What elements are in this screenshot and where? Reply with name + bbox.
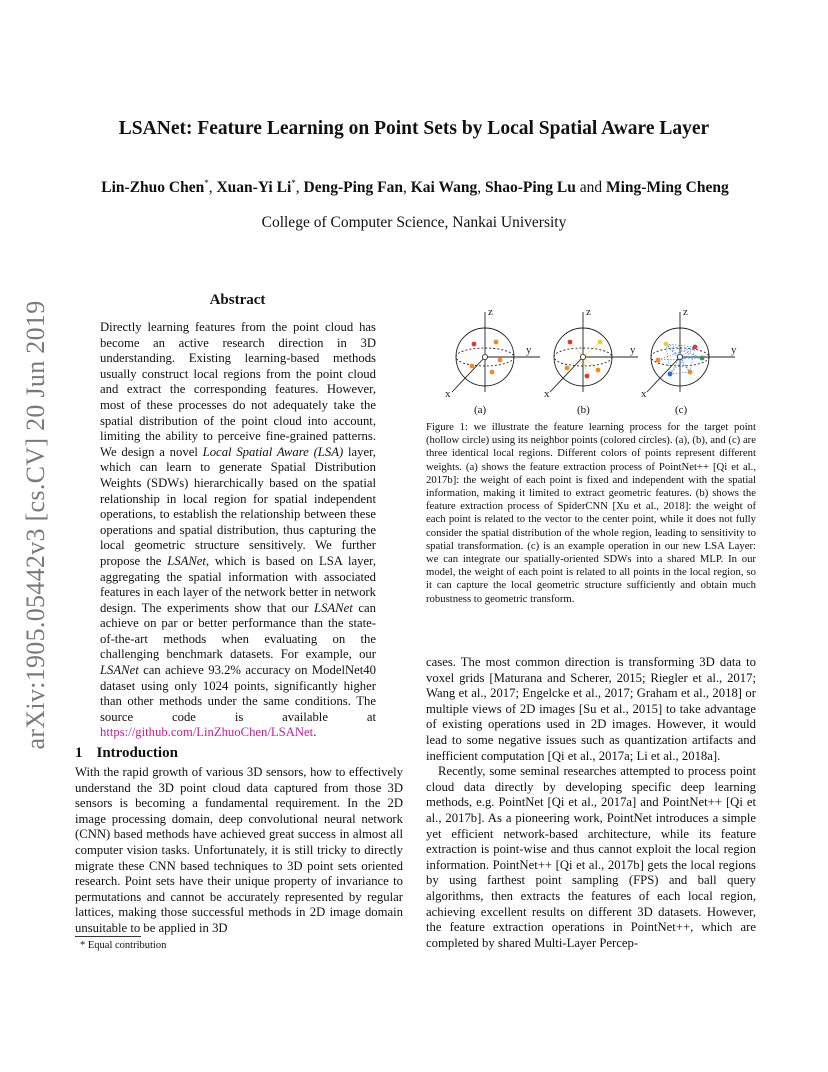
target-point [677, 354, 682, 359]
author-name: Xuan-Yi Li [216, 179, 292, 197]
footnote: * Equal contribution [80, 940, 167, 951]
axis-label-x: x [544, 388, 550, 400]
figure-label-a: (a) [474, 404, 487, 416]
figure-label-c: (c) [675, 404, 688, 416]
paragraph: Recently, some seminal researches attempted to process point cloud data directly by developing specific deep learning methods, e.g. PointNet [Qi et al., 2017a] and PointNet++ [Qi et al., 2017b]. As a pioneering work, PointNet introduces a simple yet efficient network-based architecture, while its feature extraction is point-wise and thus cannot exploit the local region information. PointNet++ [Qi et al., 2017b] gets the local regions by using farthest point sampling (FPS) and ball query algorithms, then extracts the features of each local region, achieving excellent results on different 3D datasets. However, the feature extraction operations in PointNet++, which are completed by shared Multi-Layer Percep- [426, 764, 756, 950]
points-b [565, 340, 603, 379]
author-name: Kai Wang [410, 179, 478, 197]
author-name: Deng-Ping Fan [303, 179, 403, 197]
target-point [580, 354, 585, 359]
figure-caption: Figure 1: we illustrate the feature learning process for the target point (hollow circle) using its neighbor points (colored circles). (a), (b), and (c) are three identical local regions. Different colors of points represent different weights. (a) shows the feature extraction process of PointNet++ [Qi et al., 2017b]: the weight of each point is fixed and independent with the spatial information, making it limited to extract geometric features. (b) shows the feature extraction process of SpiderCNN [Xu et al., 2018]: the weight of each point is related to the vector to the center point, while it does not fully consider the spatial distribution of the whole region, leading to sensitivity to spatial transformation. (c) is an example operation in our new LSA Layer: we can integrate our spatially-oriented SDWs into a shared MLP. In our model, the weight of each point is related to all points in the local region, so it can capture the local geometric structure sufficiently and obtain much robustness to geometric transform. [426, 421, 756, 605]
panel-b [550, 312, 638, 392]
axis-label-z: z [586, 306, 591, 318]
abstract-body [100, 320, 376, 741]
axis-label-z: z [683, 306, 688, 318]
author-name: Ming-Ming Cheng [606, 179, 729, 197]
section-title: Introduction [96, 745, 178, 761]
arxiv-sidebar [18, 290, 54, 760]
author-conjunction: and [579, 179, 603, 197]
abstract-emphasis: LSANet [314, 600, 353, 615]
intro-right-column [426, 655, 756, 951]
axis-label-y: y [526, 344, 532, 356]
footnote-rule [75, 936, 141, 937]
axis-label-x: x [641, 388, 647, 400]
abstract-text: Directly learning features from the point cloud has become an active research direction in 3D understanding. Existing learning-based methods usually construct local regions from the point cloud and extract the corresponding features. However, most of these processes do not adequately take the spatial distribution of the point cloud into account, limiting the ability to perceive fine-grained patterns. We design a novel [100, 320, 376, 459]
source-code-link[interactable]: https://github.com/LinZhuoChen/LSANet [100, 725, 314, 740]
figure-1 [440, 302, 760, 420]
author-name: Shao-Ping Lu [484, 179, 576, 197]
section-heading [75, 745, 178, 762]
panel-c [647, 312, 735, 392]
affiliation: College of Computer Science, Nankai University [261, 214, 567, 231]
axis-label-y: y [630, 344, 636, 356]
abstract-emphasis: Local Spatial Aware (LSA) [202, 444, 344, 459]
abstract-emphasis: LSANet [167, 553, 206, 568]
abstract-text: . [313, 725, 317, 740]
abstract-emphasis: LSANet [100, 663, 139, 678]
abstract-text: layer, which can learn to generate Spatial Distribution Weights (SDWs) hierarchically based on the spatial relationship in local region for spatial independent operations, to establish the relationship between these operations and spatial distribution, thus capturing the local geometric structure sensitively. We further propose the [100, 444, 376, 568]
section-number: 1 [75, 745, 83, 761]
x-axis [647, 357, 680, 392]
author-name: Lin-Zhuo Chen [101, 179, 205, 197]
x-axis [550, 357, 583, 392]
axis-label-y: y [731, 344, 737, 356]
author-mark: * [204, 178, 209, 188]
figure-label-b: (b) [577, 404, 590, 416]
abstract-text: , which is based on LSA layer, aggregating the spatial information with associated features in each layer of the network better in network design. The experiments show that our [100, 553, 376, 615]
target-point [482, 354, 487, 359]
paragraph: cases. The most common direction is transforming 3D data to voxel grids [Maturana and Scherer, 2015; Riegler et al., 2017; Wang et al., 2017; Engelcke et al., 2017; Graham et al., 2018] or multiple views of 2D images [Su et al., 2015] to take advantage of existing operations used in 2D images. However, it would lead to some negative issues such as quantization artifacts and inefficient computation [Qi et al., 2017a; Li et al., 2018a]. [426, 655, 756, 763]
axis-label-z: z [488, 306, 493, 318]
x-axis [452, 357, 485, 392]
abstract-text: can achieve on par or better performance than the state-of-the-art methods when evaluating on the challenging benchmark datasets. For example, our [100, 600, 377, 662]
axis-label-x: x [445, 388, 451, 400]
intro-left-column: With the rapid growth of various 3D sensors, how to effectively understand the 3D point cloud data captured from those 3D sensors is becoming a fundamental requirement. In the 2D image processing domain, deep convolutional neural network (CNN) based methods have achieved great success in almost all computer vision tasks. Unfortunately, it is still tricky to directly migrate these CNN based techniques to 3D point sets oriented research. Point sets have their unique property of invariance to permutations and cannot be accurately represented by regular lattices, making those successful methods in 2D image domain unsuitable to be applied in 3D [75, 765, 403, 935]
arxiv-id: arXiv:1905.05442v3 [cs.CV] 20 Jun 2019 [21, 300, 50, 750]
paper-title: LSANet: Feature Learning on Point Sets by Local Spatial Aware Layer [118, 118, 710, 139]
author-list: Lin-Zhuo Chen*, Xuan-Yi Li*, Deng-Ping Fan, Kai Wang, Shao-Ping Lu and Ming-Ming Cheng [101, 178, 729, 197]
author-mark: * [291, 178, 296, 188]
abstract-heading: Abstract [209, 292, 266, 308]
abstract-text: can achieve 93.2% accuracy on ModelNet40 dataset using only 1024 points, significantly higher than other methods under the same conditions. The source code is available at [100, 663, 376, 724]
